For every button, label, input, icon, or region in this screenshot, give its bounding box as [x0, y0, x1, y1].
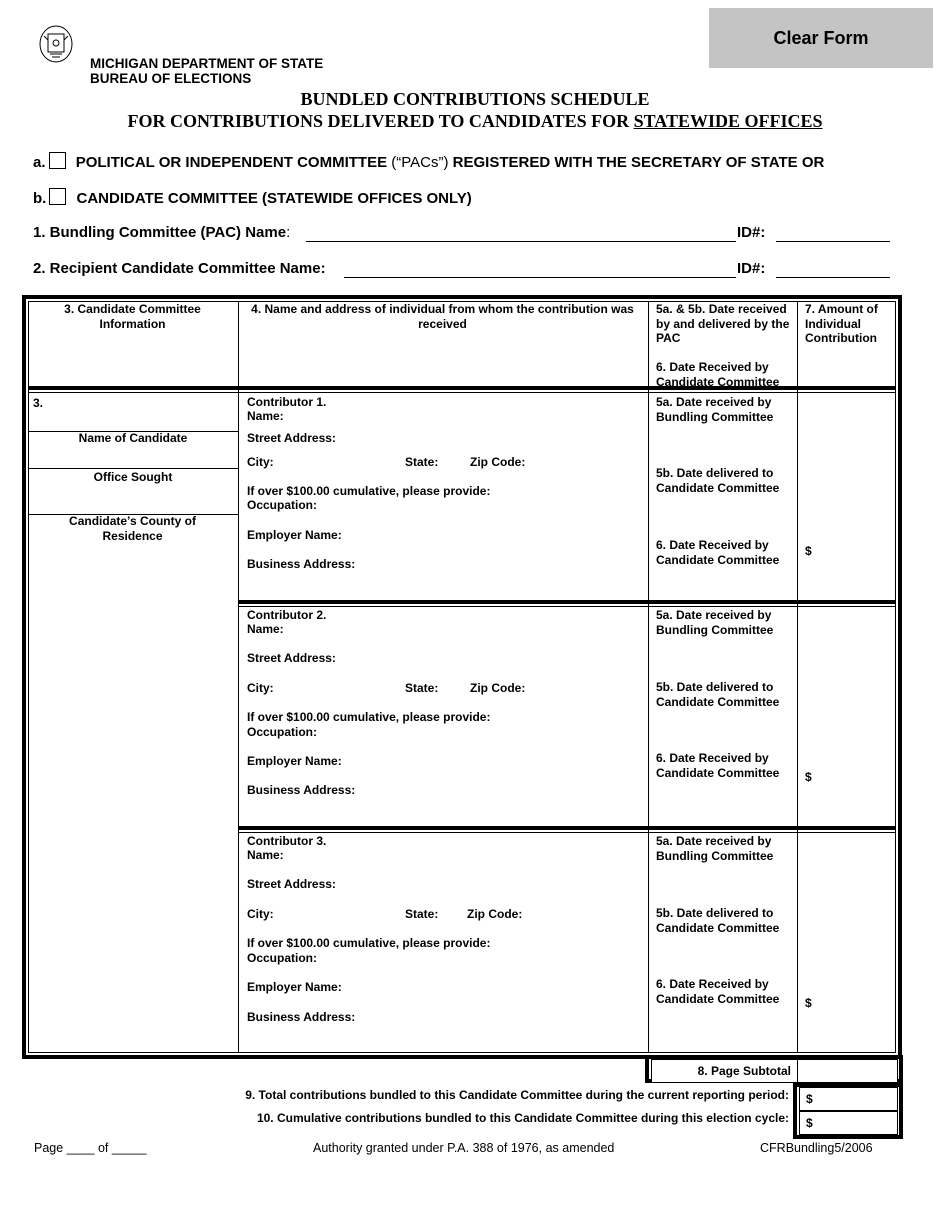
total-label: 9. Total contributions bundled to this Candidate Committee during the current reporting period:: [245, 1088, 789, 1102]
page-number: Page ____ of _____: [34, 1141, 147, 1155]
contributor-over-note: If over $100.00 cumulative, please provide:: [247, 710, 491, 724]
option-a-label: a.: [33, 154, 46, 171]
contributor-state-label: State:: [405, 681, 439, 695]
col4-header: 4. Name and address of individual from whom the contribution was received: [251, 302, 634, 331]
total-dollar: $: [806, 1092, 813, 1106]
option-a-text-4: OR: [801, 154, 825, 171]
contributor-state-label: State:: [405, 907, 439, 921]
date-5a-label: 5a. Date received by Bundling Committee: [656, 395, 774, 424]
contributor-street-label: Street Address:: [247, 431, 336, 445]
date-6-label: 6. Date Received by Candidate Committee: [656, 751, 780, 780]
contributor-street-label: Street Address:: [247, 651, 336, 665]
amount-dollar-sign: $: [805, 770, 812, 784]
contributor-name-label: Name:: [247, 409, 284, 423]
date-5a-label: 5a. Date received by Bundling Committee: [656, 834, 774, 863]
cumulative-dollar: $: [806, 1116, 813, 1130]
row-divider-2-thin: [238, 832, 896, 833]
form-id: CFRBundling5/2006: [760, 1141, 873, 1155]
contributor-title: Contributor 3.: [247, 834, 327, 848]
contributor-employer-label: Employer Name:: [247, 528, 342, 542]
option-b-text: CANDIDATE COMMITTEE (STATEWIDE OFFICES ONLY): [76, 190, 472, 207]
subtotal-amount-field[interactable]: [797, 1059, 898, 1083]
bundling-colon: :: [286, 224, 291, 241]
date-6-label: 6. Date Received by Candidate Committee: [656, 538, 780, 567]
cand-county-label: Candidate’s County of Residence: [69, 514, 196, 543]
contributor-business-label: Business Address:: [247, 557, 356, 571]
bundling-id-label: ID#:: [737, 224, 766, 241]
date-5b-label: 5b. Date delivered to Candidate Committee: [656, 906, 780, 935]
col-divider-4-5: [648, 301, 649, 1053]
recipient-id-field[interactable]: [776, 261, 890, 278]
option-a-text-3: REGISTERED WITH THE SECRETARY OF STATE: [452, 154, 798, 171]
date-5b-label: 5b. Date delivered to Candidate Committee: [656, 466, 780, 495]
state-seal-icon: [38, 24, 74, 64]
option-a-text-2: (“PACs”): [391, 154, 449, 171]
subtitle-prefix: FOR CONTRIBUTIONS DELIVERED TO CANDIDATES FOR: [127, 111, 634, 131]
authority-text: Authority granted under P.A. 388 of 1976, as amended: [313, 1141, 615, 1155]
col3-header: 3. Candidate Committee Information: [64, 302, 201, 331]
total-amount-field[interactable]: [799, 1087, 898, 1111]
contributor-title: Contributor 1.: [247, 395, 327, 409]
cand-line-2: [28, 468, 238, 469]
recipient-committee-label: 2. Recipient Candidate Committee Name:: [33, 260, 326, 277]
recipient-committee-name-field[interactable]: [344, 261, 736, 278]
bundling-committee-label: [33, 224, 290, 241]
cand-office-label: Office Sought: [93, 470, 173, 484]
row-divider-1: [238, 600, 896, 604]
contributor-occupation-label: Occupation:: [247, 498, 318, 512]
col7-header: 7. Amount of Individual Contribution: [805, 302, 878, 345]
contributor-over-note: If over $100.00 cumulative, please provide:: [247, 936, 491, 950]
contributor-state-label: State:: [405, 455, 439, 469]
col6-header: 6. Date Received by Candidate Committee: [656, 360, 780, 389]
option-b-checkbox[interactable]: [49, 188, 66, 205]
cumulative-label: 10. Cumulative contributions bundled to this Candidate Committee during this election cycle:: [256, 1111, 789, 1125]
contributor-zip-label: Zip Code:: [467, 907, 523, 921]
date-5b-label: 5b. Date delivered to Candidate Committee: [656, 680, 780, 709]
row-divider-1-thin: [238, 606, 896, 607]
contributor-employer-label: Employer Name:: [247, 754, 342, 768]
row-divider-2: [238, 826, 896, 830]
date-5a-label: 5a. Date received by Bundling Committee: [656, 608, 774, 637]
contributor-over-note: If over $100.00 cumulative, please provide:: [247, 484, 491, 498]
recipient-id-label: ID#:: [737, 260, 766, 277]
contributor-name-label: Name:: [247, 622, 284, 636]
option-b-label: b.: [33, 190, 47, 207]
contributor-zip-label: Zip Code:: [470, 455, 526, 469]
option-b: [33, 188, 472, 207]
contributor-employer-label: Employer Name:: [247, 980, 342, 994]
contributor-business-label: Business Address:: [247, 783, 356, 797]
contributor-street-label: Street Address:: [247, 877, 336, 891]
contributor-occupation-label: Occupation:: [247, 725, 318, 739]
department-heading: [90, 56, 323, 86]
bundling-id-field[interactable]: [776, 225, 890, 242]
clear-form-button[interactable]: Clear Form: [709, 8, 933, 68]
contributor-city-label: City:: [247, 455, 274, 469]
contributor-occupation-label: Occupation:: [247, 951, 318, 965]
subtitle-underlined: STATEWIDE OFFICES: [633, 111, 823, 131]
form-subtitle: [0, 111, 950, 132]
contributor-city-label: City:: [247, 681, 274, 695]
contributor-zip-label: Zip Code:: [470, 681, 526, 695]
contributor-city-label: City:: [247, 907, 274, 921]
col-divider-3-4: [238, 301, 239, 1053]
date-6-label: 6. Date Received by Candidate Committee: [656, 977, 780, 1006]
bundling-committee-name-field[interactable]: [306, 225, 736, 242]
option-a: [33, 152, 824, 171]
bureau-name: BUREAU OF ELECTIONS: [90, 71, 252, 86]
amount-dollar-sign: $: [805, 544, 812, 558]
col-divider-6-7: [797, 301, 798, 1053]
form-title: BUNDLED CONTRIBUTIONS SCHEDULE: [300, 89, 650, 109]
bundling-label-text: 1. Bundling Committee (PAC) Name: [33, 224, 287, 241]
option-a-checkbox[interactable]: [49, 152, 66, 169]
cand-name-label: Name of Candidate: [78, 431, 188, 445]
cand-number: 3.: [33, 396, 44, 410]
option-a-text-1: POLITICAL OR INDEPENDENT COMMITTEE: [75, 154, 388, 171]
cumulative-amount-field[interactable]: [799, 1111, 898, 1135]
amount-dollar-sign: $: [805, 996, 812, 1010]
contributor-title: Contributor 2.: [247, 608, 327, 622]
col5-header: 5a. & 5b. Date received by and delivered by the PAC: [656, 302, 790, 345]
department-name: MICHIGAN DEPARTMENT OF STATE: [90, 56, 324, 71]
header-divider-thin: [28, 392, 896, 393]
subtotal-label: 8. Page Subtotal: [697, 1064, 791, 1078]
contributor-business-label: Business Address:: [247, 1010, 356, 1024]
contributor-name-label: Name:: [247, 848, 284, 862]
